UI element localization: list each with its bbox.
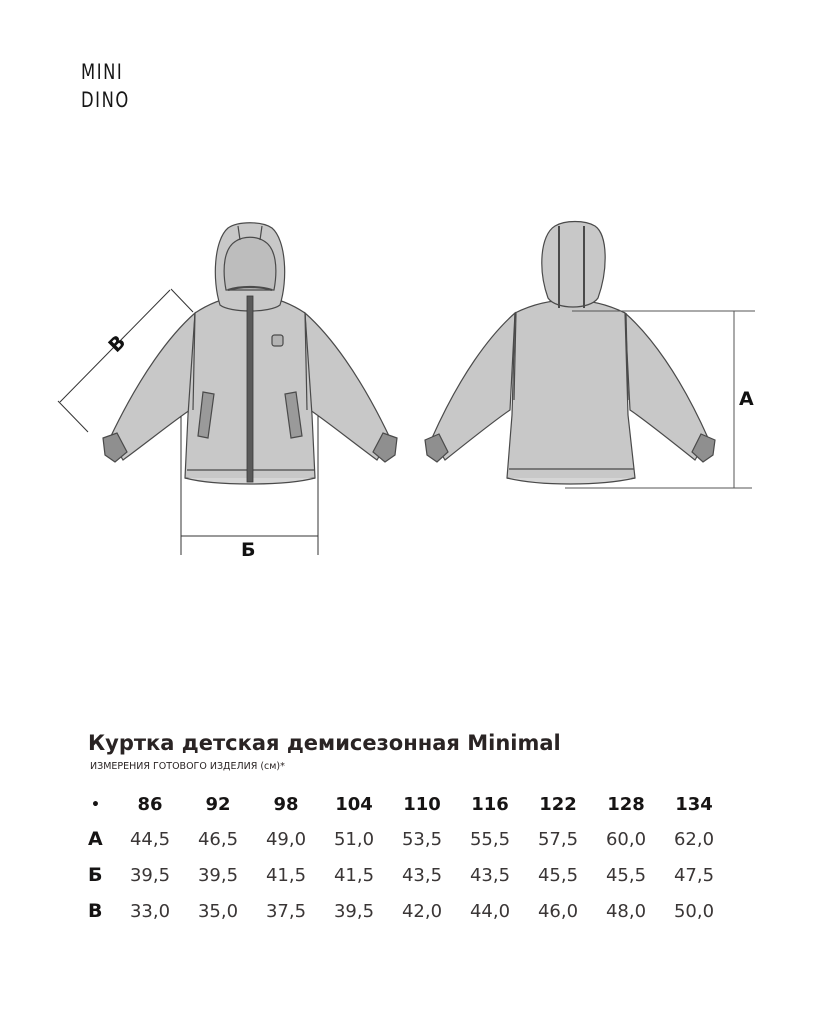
table-cell: 49,0	[265, 828, 307, 850]
table-row	[84, 893, 728, 929]
size-header: 134	[675, 794, 713, 815]
table-cell: 41,5	[265, 864, 307, 886]
table-cell: 48,0	[605, 900, 647, 922]
size-table	[84, 788, 728, 929]
table-cell: 42,0	[401, 900, 443, 922]
table-cell: 41,5	[333, 864, 375, 886]
size-header-row	[84, 788, 728, 821]
table-cell: 62,0	[673, 828, 715, 850]
table-cell: 39,5	[333, 900, 375, 922]
product-title: Куртка детская демисезонная Minimal	[88, 731, 561, 755]
size-header: 104	[335, 794, 373, 815]
table-cell: 43,5	[469, 864, 511, 886]
table-cell: 47,5	[673, 864, 715, 886]
size-header: 128	[607, 794, 645, 815]
table-cell: 51,0	[333, 828, 375, 850]
table-cell: 57,5	[537, 828, 579, 850]
dimension-label-sleeve: В	[104, 331, 131, 357]
jacket-back-illustration	[425, 222, 715, 485]
table-cell: 50,0	[673, 900, 715, 922]
table-cell: 33,0	[129, 900, 171, 922]
size-header: 86	[137, 794, 163, 815]
table-cell: 37,5	[265, 900, 307, 922]
size-header: 98	[273, 794, 299, 815]
size-header: 122	[539, 794, 577, 815]
table-cell: 44,5	[129, 828, 171, 850]
row-label: A	[88, 828, 103, 850]
size-header: 116	[471, 794, 509, 815]
table-cell: 55,5	[469, 828, 511, 850]
table-cell: 35,0	[197, 900, 239, 922]
measurements-subtitle: ИЗМЕРЕНИЯ ГОТОВОГО ИЗДЕЛИЯ (см)*	[90, 761, 285, 772]
table-cell: 39,5	[129, 864, 171, 886]
table-cell: 60,0	[605, 828, 647, 850]
brand-logo-line2: DINO	[81, 88, 130, 112]
brand-logo-line1: MINI	[81, 60, 124, 84]
dimension-label-length: A	[739, 388, 754, 410]
table-cell: 45,5	[537, 864, 579, 886]
row-label: Б	[88, 864, 103, 886]
table-row	[84, 821, 728, 857]
size-header: 110	[403, 794, 441, 815]
table-cell: 45,5	[605, 864, 647, 886]
table-cell: 46,0	[537, 900, 579, 922]
table-cell: 46,5	[197, 828, 239, 850]
table-row	[84, 857, 728, 893]
row-label: В	[88, 900, 103, 922]
table-cell: 44,0	[469, 900, 511, 922]
dimension-label-width: Б	[241, 539, 256, 561]
table-cell: 39,5	[197, 864, 239, 886]
bullet-icon: •	[91, 796, 100, 813]
jacket-front-illustration	[103, 223, 397, 484]
size-header: 92	[205, 794, 231, 815]
table-cell: 53,5	[401, 828, 443, 850]
table-cell: 43,5	[401, 864, 443, 886]
